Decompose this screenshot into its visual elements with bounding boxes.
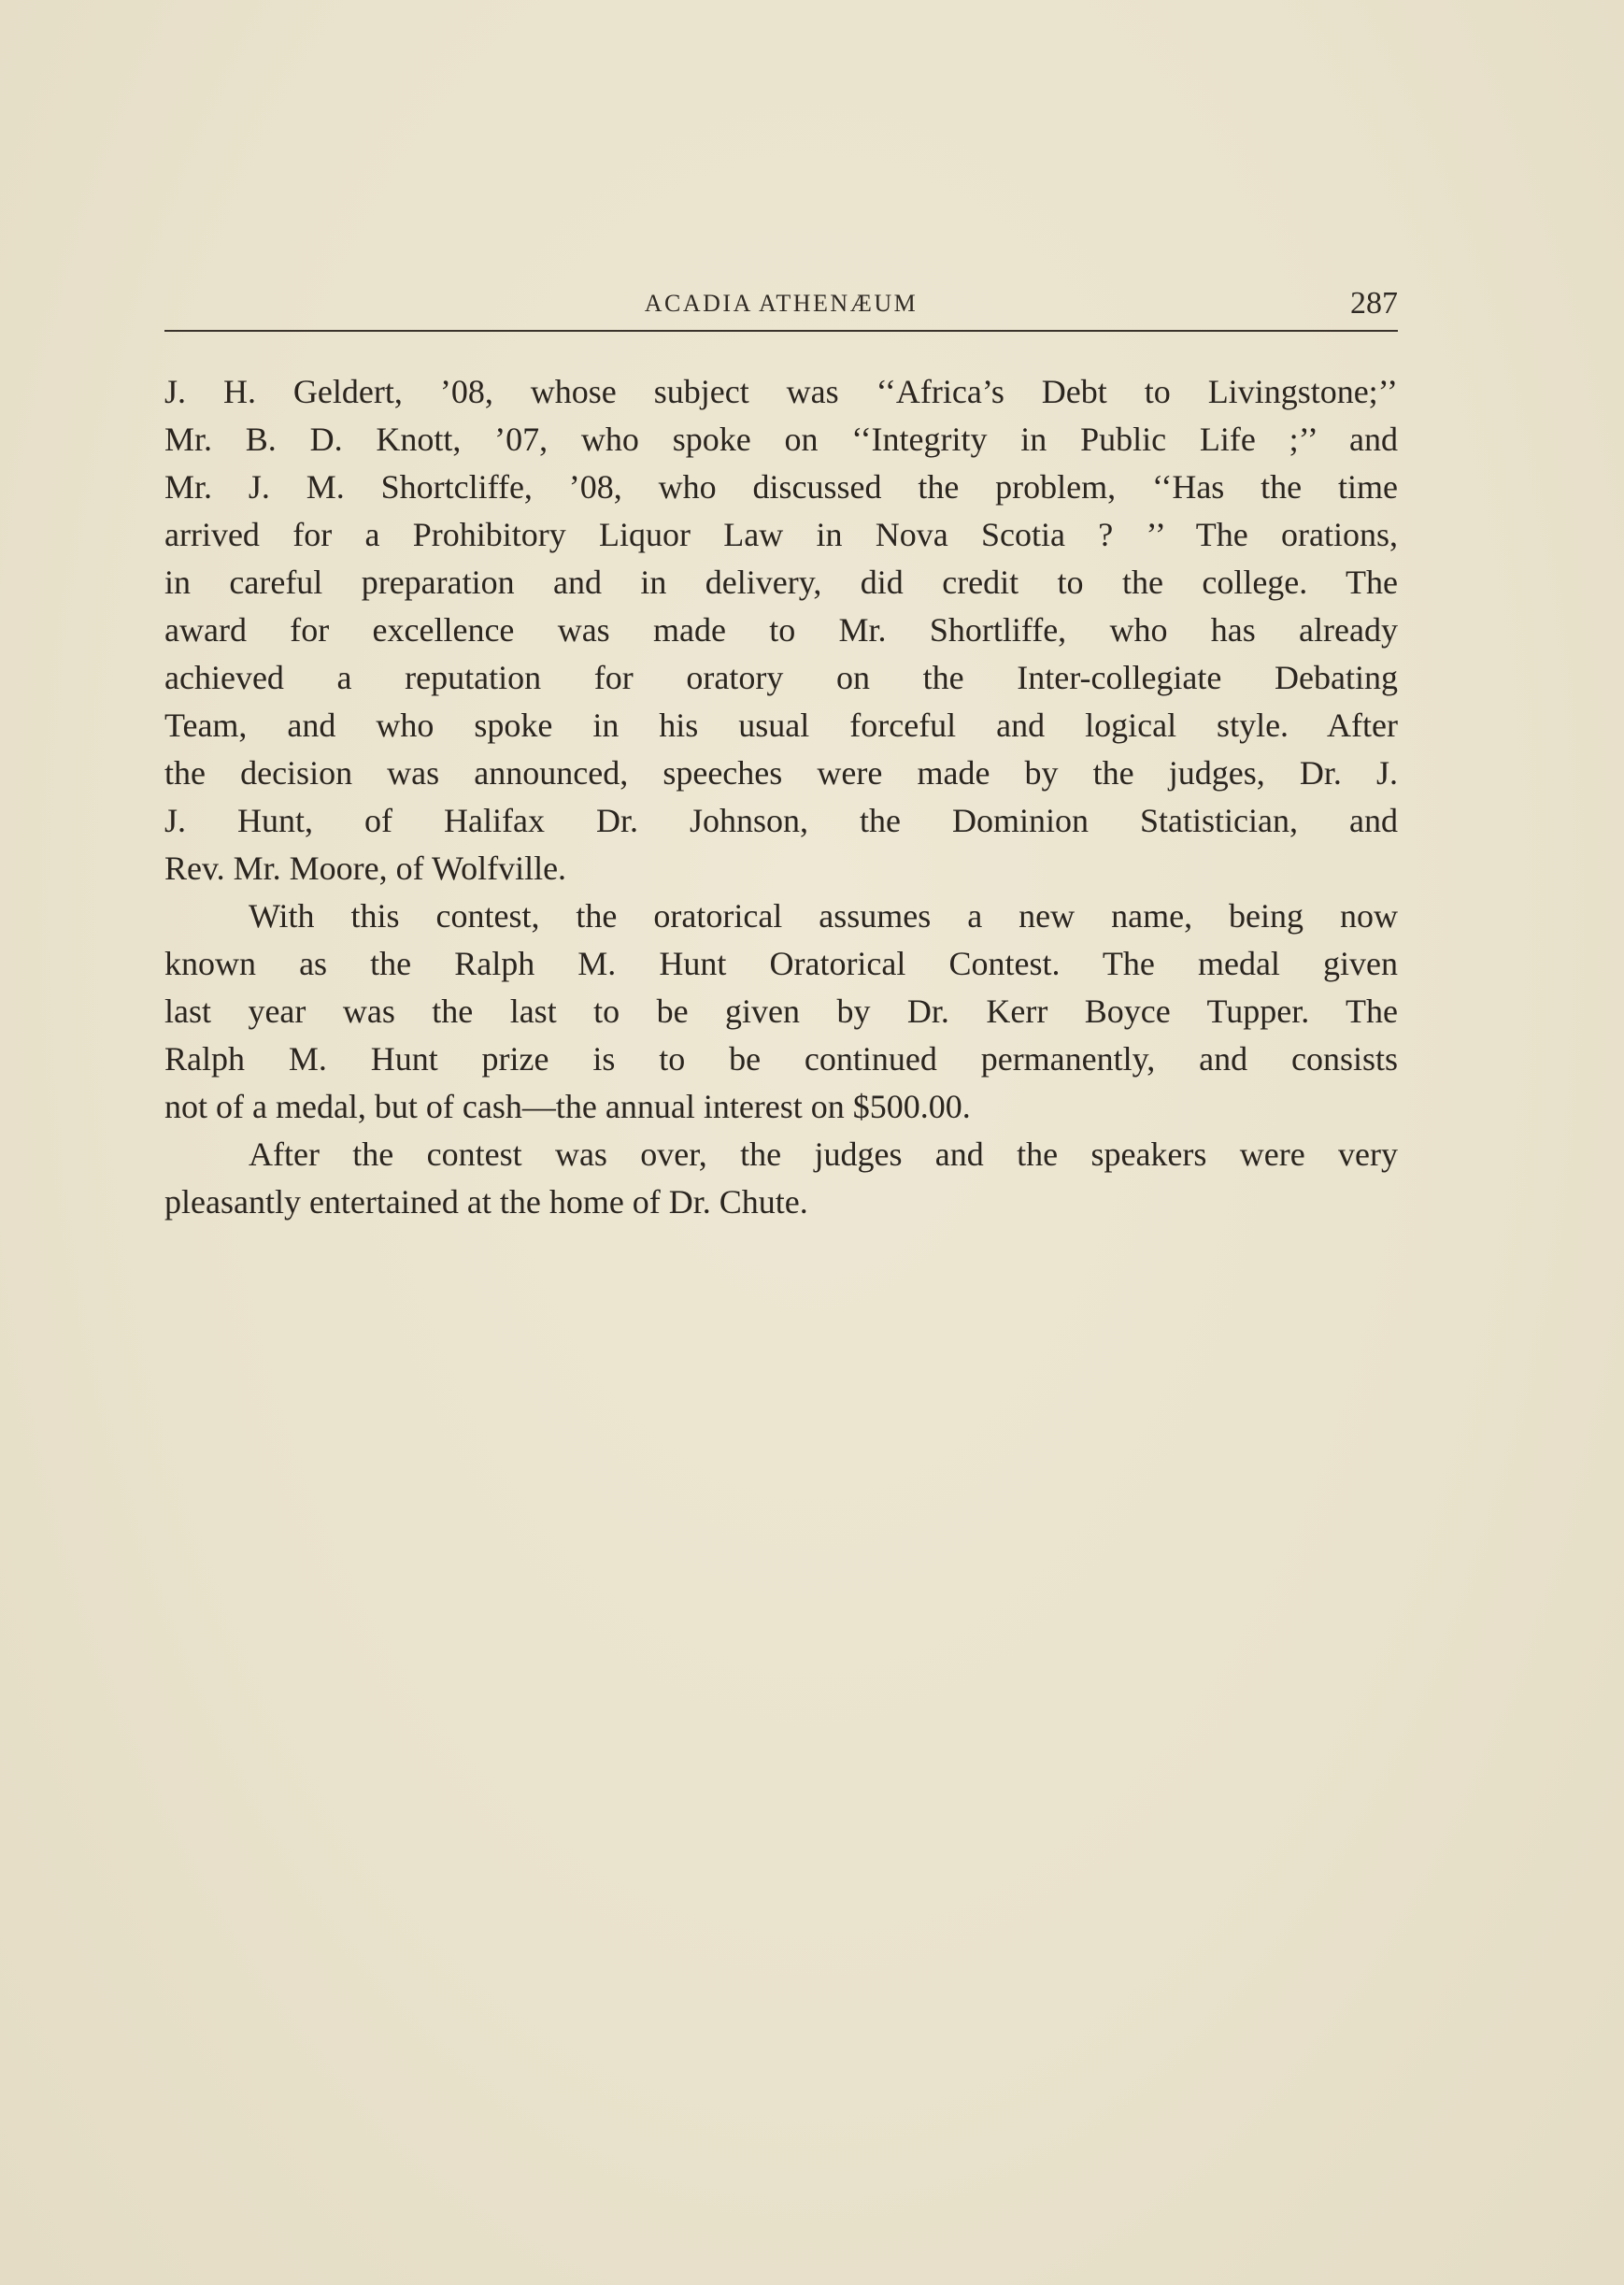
text-line: Rev. Mr. Moore, of Wolfville. [164, 850, 567, 887]
text-line: With this contest, the oratorical assumes a new name, being now [249, 897, 1398, 935]
text-line: pleasantly entertained at the home of Dr. Chute. [164, 1183, 808, 1221]
text-line: arrived for a Prohibitory Liquor Law in Nova Scotia ? ’’ The orations, [164, 516, 1398, 553]
page-number: 287 [1350, 286, 1398, 321]
text-line: award for excellence was made to Mr. Shortliffe, who has already [164, 611, 1398, 649]
text-line: the decision was announced, speeches were made by the judges, Dr. J. [164, 754, 1398, 792]
text-line: Ralph M. Hunt prize is to be continued permanently, and consists [164, 1040, 1398, 1078]
paragraph [164, 368, 1398, 893]
text-line: in careful preparation and in delivery, did credit to the college. The [164, 564, 1398, 601]
text-line: Mr. J. M. Shortcliffe, ’08, who discussed the problem, ‘‘Has the time [164, 468, 1398, 506]
text-line: After the contest was over, the judges and the speakers were very [249, 1135, 1398, 1173]
running-title: ACADIA ATHENÆUM [644, 290, 919, 317]
body-text [164, 368, 1398, 1226]
text-line: Team, and who spoke in his usual forceful and logical style. After [164, 707, 1398, 744]
running-head [164, 286, 1398, 323]
text-line: achieved a reputation for oratory on the Inter-collegiate Debating [164, 659, 1398, 696]
text-line: Mr. B. D. Knott, ’07, who spoke on ‘‘Integrity in Public Life ;’’ and [164, 421, 1398, 458]
text-line: last year was the last to be given by Dr. Kerr Boyce Tupper. The [164, 993, 1398, 1030]
header-rule [164, 330, 1398, 332]
paragraph [164, 1131, 1398, 1226]
text-line: not of a medal, but of cash—the annual interest on $500.00. [164, 1088, 971, 1125]
text-line: J. H. Geldert, ’08, whose subject was ‘‘Africa’s Debt to Livingstone;’’ [164, 373, 1398, 410]
paragraph [164, 893, 1398, 1131]
text-line: J. Hunt, of Halifax Dr. Johnson, the Dominion Statistician, and [164, 802, 1398, 839]
text-line: known as the Ralph M. Hunt Oratorical Contest. The medal given [164, 945, 1398, 982]
